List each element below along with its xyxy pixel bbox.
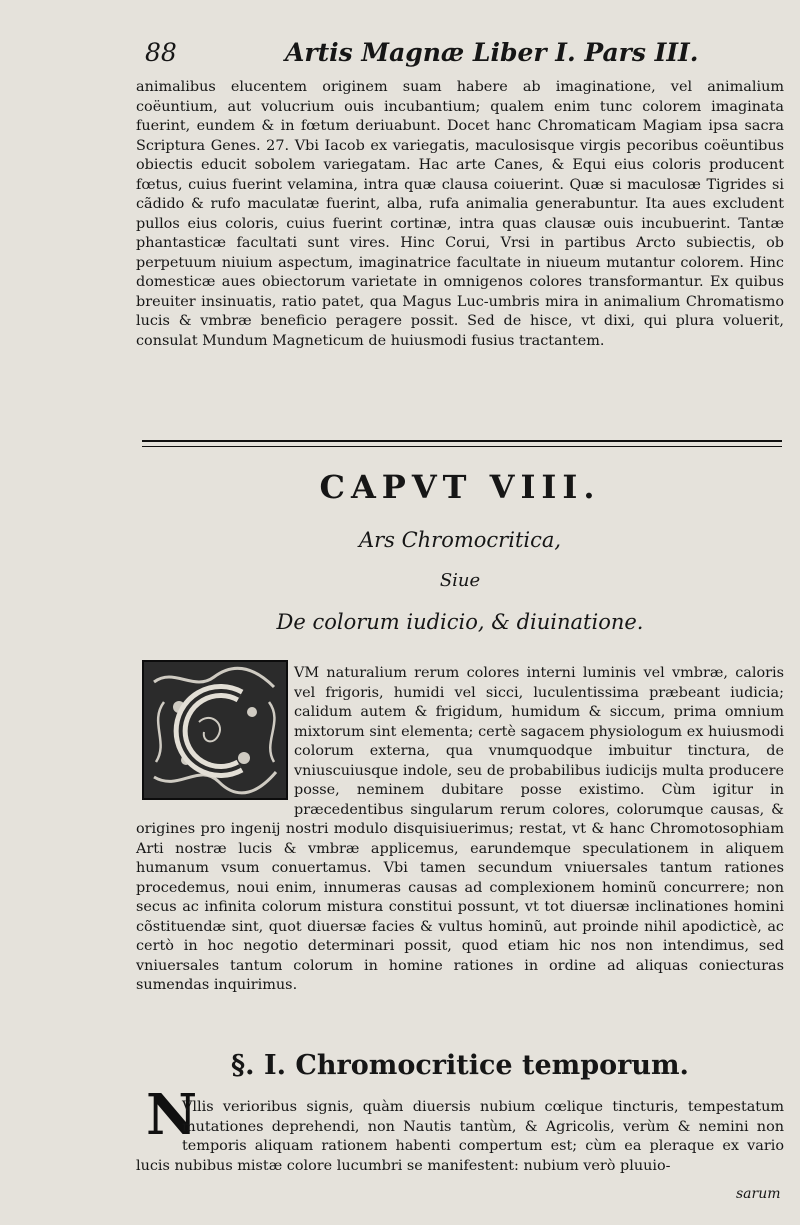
initial-spacer	[136, 664, 294, 804]
chapter-paragraph	[136, 664, 784, 1034]
catchword: sarum	[736, 1186, 781, 1202]
chapter-title-line-3: De colorum iudicio, & diuinatione.	[276, 610, 644, 634]
page-header	[145, 38, 785, 74]
section-paragraph	[136, 1098, 784, 1198]
thin-rule	[142, 446, 782, 447]
chapter-paragraph-text: VM naturalium rerum colores interni luminis vel vmbræ, caloris vel frigoris, humidi vel sicci, luculentissima præbeant iudicia; calidum autem & frigidum, humidum & siccum, prima omnium mixtorum sint elementa; certè sagacem physiologum ex huiusmodi colorum externa, qua vnumquodque imbuitur tinctura, de vniuscuiusque indole, seu de probabilibus iudicijs multa producere posse, neminem dubitare posse existimo. Cùm igitur in præcedentibus singularum rerum colores, colorumque causas, & origines pro ingenij nostri modulo disquisiuerimus; restat, vt & hanc Chromotosophiam Arti nostræ lucis & vmbræ applicemus, earundemque speculationem in aliquem humanum vsum conuertamus. Vbi tamen secundum vniuersales tantum rationes procedemus, noui enim, innumeras causas ad complexionem hominũ concurrere; non secus ac infinita colorum mistura constitui possunt, vt tot diuersæ inclinationes homini cõstituendæ sint, quot diuersæ facies & vultus hominũ, aut proinde nihil apodicticè, ac certò in hoc negotio determinari possit, quod etiam hic nos non intendimus, sed vniuersales tantum colorum in homine rationes in ordine ad aliquas coniecturas sumendas inquirimus.	[136, 665, 784, 993]
page-number: 88	[145, 38, 177, 67]
heavy-rule	[142, 440, 782, 442]
chapter-title-line-1: Ars Chromocritica,	[358, 528, 562, 552]
section-heading: §. I. Chromocritice temporum.	[231, 1050, 689, 1081]
chapter-heading: CAPVT VIII.	[319, 468, 601, 506]
running-title: Artis Magnæ Liber I. Pars III.	[285, 38, 699, 67]
initial-n-spacer	[136, 1098, 182, 1138]
intro-paragraph: animalibus elucentem originem suam habere ab imaginatione, vel animalium coëuntium, aut volucrium ouis incubantium; qualem enim tunc colorem imaginata fuerint, eundem & in fœtum deriuabunt. Docet hanc Chromaticam Magiam ipsa sacra Scriptura Genes. 27. Vbi Iacob ex variegatis, maculosisque virgis pecoribus coëuntibus obiectis educit sobolem variegatam. Hac arte Canes, & Equi eius coloris producent fœtus, cuius fuerint velamina, intra quæ clausa coiuerint. Quæ si maculosæ Tigrides si cãdido & rufo maculatæ fuerint, alba, rufa animalia generabuntur. Ita aues excludent pullos eius coloris, cuius fuerint cortinæ, intra quas clausæ ouis incubuerint. Tantæ phantasticæ facultati sunt vires. Hinc Corui, Vrsi in partibus Arcto subiectis, ob perpetuum niuium aspectum, imaginatrice facultate in niueum mutantur colorem. Hinc domesticæ aues obiectorum varietate in omnigenos colores transformantur. Ex quibus breuiter insinuatis, ratio patet, qua Magus Luc-umbris mira in animalium Chromatismo lucis & vmbræ beneficio peragere possit. Sed de hisce, vt dixi, qui plura voluerit, consulat Mundum Magneticum de huiusmodi fusius tractantem.	[136, 79, 784, 349]
initial-n: N	[146, 1082, 198, 1148]
section-paragraph-text: Vllis verioribus signis, quàm diuersis nubium cœlique tincturis, tempestatum mutationes deprehendi, non Nautis tantùm, & Agricolis, verùm & nemini non temporis aliquam rationem habenti compertum est; cùm ea pleraque ex vario lucis nubibus mistæ colore lucumbri se manifestent: nubium verò pluuio-	[136, 1099, 784, 1174]
chapter-title-line-2: Siue	[439, 570, 481, 591]
